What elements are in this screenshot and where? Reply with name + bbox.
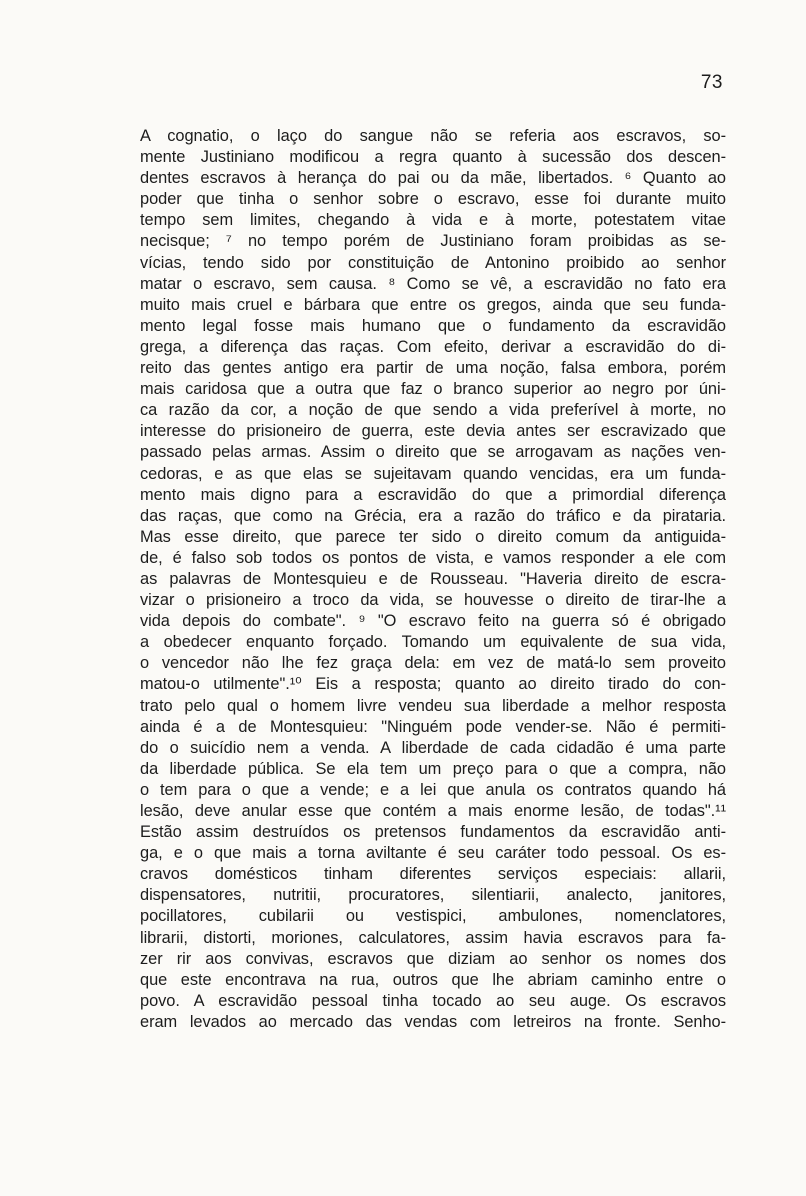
text-line: tempo sem limites, chegando à vida e à morte, potestatem vitae — [140, 211, 726, 230]
text-line: reito das gentes antigo era partir de uma noção, falsa embora, porém — [140, 359, 726, 378]
text-line: interesse do prisioneiro de guerra, este devia antes ser escravizado que — [140, 422, 726, 441]
text-line: Mas esse direito, que parece ter sido o direito comum da antiguida- — [140, 527, 726, 546]
text-line: de, é falso sob todos os pontos de vista, e vamos responder a ele com — [140, 548, 726, 567]
text-line: lesão, deve anular esse que contém a mais enorme lesão, de todas".¹¹ — [140, 802, 726, 820]
text-line: cedoras, e as que elas se sujeitavam quando vencidas, era um funda- — [140, 464, 726, 483]
text-line: necisque; ⁷ no tempo porém de Justiniano foram proibidas as se- — [140, 232, 726, 251]
text-line: librarii, distorti, moriones, calculatores, assim havia escravos para fa- — [140, 928, 726, 947]
text-line: povo. A escravidão pessoal tinha tocado ao seu auge. Os escravos — [140, 991, 726, 1010]
page-number: 73 — [700, 72, 723, 93]
text-line: vida depois do combate". ⁹ "O escravo feito na guerra só é obrigado — [140, 612, 726, 631]
text-line: trato pelo qual o homem livre vendeu sua liberdade a melhor resposta — [140, 696, 726, 715]
text-line: cravos domésticos tinham diferentes serviços especiais: allarii, — [140, 865, 726, 884]
text-line: ca razão da cor, a noção de que sendo a vida preferível à morte, no — [140, 401, 726, 420]
text-line: grega, a diferença das raças. Com efeito, derivar a escravidão do di- — [140, 337, 726, 356]
text-line: da liberdade pública. Se ela tem um preço para o que a compra, não — [140, 759, 726, 778]
text-line: matar o escravo, sem causa. ⁸ Como se vê, a escravidão no fato era — [140, 274, 726, 293]
text-line: das raças, que como na Grécia, era a razão do tráfico e da pirataria. — [140, 506, 726, 525]
text-line: ga, e o que mais a torna aviltante é seu caráter todo pessoal. Os es- — [140, 844, 726, 863]
text-line: do o suicídio nem a venda. A liberdade de cada cidadão é uma parte — [140, 738, 726, 757]
text-line: Estão assim destruídos os pretensos fundamentos da escravidão anti- — [140, 823, 726, 842]
text-line: vícias, tendo sido por constituição de Antonino proibido ao senhor — [140, 253, 726, 272]
text-line: passado pelas armas. Assim o direito que se arrogavam as nações ven- — [140, 443, 726, 462]
text-line: dispensatores, nutritii, procuratores, silentiarii, analecto, janitores, — [140, 886, 726, 905]
text-line: poder que tinha o senhor sobre o escravo, esse foi durante muito — [140, 190, 726, 209]
text-line: vizar o prisioneiro a troco da vida, se houvesse o direito de tirar-lhe a — [140, 591, 726, 610]
text-line: a obedecer enquanto forçado. Tomando um equivalente de sua vida, — [140, 633, 726, 652]
text-line: pocillatores, cubilarii ou vestispici, ambulones, nomenclatores, — [140, 907, 726, 926]
text-line: dentes escravos à herança do pai ou da mãe, libertados. ⁶ Quanto ao — [140, 169, 726, 188]
text-line: ainda é a de Montesquieu: "Ninguém pode vender-se. Não é permiti- — [140, 717, 726, 736]
text-line: mente Justiniano modificou a regra quanto à sucessão dos descen- — [140, 148, 726, 167]
text-line: zer rir aos convivas, escravos que diziam ao senhor os nomes dos — [140, 949, 726, 968]
text-line: mais caridosa que a outra que faz o branco superior ao negro por úni- — [140, 380, 726, 399]
text-line: que este encontrava na rua, outros que lhe abriam caminho entre o — [140, 970, 726, 989]
text-line: mento mais digno para a escravidão do que a primordial diferença — [140, 485, 726, 504]
text-line: eram levados ao mercado das vendas com letreiros na fronte. Senho- — [140, 1012, 726, 1031]
text-line: o vencedor não lhe fez graça dela: em vez de matá-lo sem proveito — [140, 654, 726, 673]
text-line: as palavras de Montesquieu e de Rousseau. "Haveria direito de escra- — [140, 569, 726, 588]
text-line: mento legal fosse mais humano que o fundamento da escravidão — [140, 316, 726, 335]
text-line: A cognatio, o laço do sangue não se referia aos escravos, so- — [140, 127, 726, 145]
body-text — [140, 126, 726, 1033]
text-line: o tem para o que a vende; e a lei que anula os contratos quando há — [140, 780, 726, 799]
text-line: muito mais cruel e bárbara que entre os gregos, ainda que seu funda- — [140, 295, 726, 314]
text-line: matou-o utilmente".¹⁰ Eis a resposta; quanto ao direito tirado do con- — [140, 675, 726, 694]
